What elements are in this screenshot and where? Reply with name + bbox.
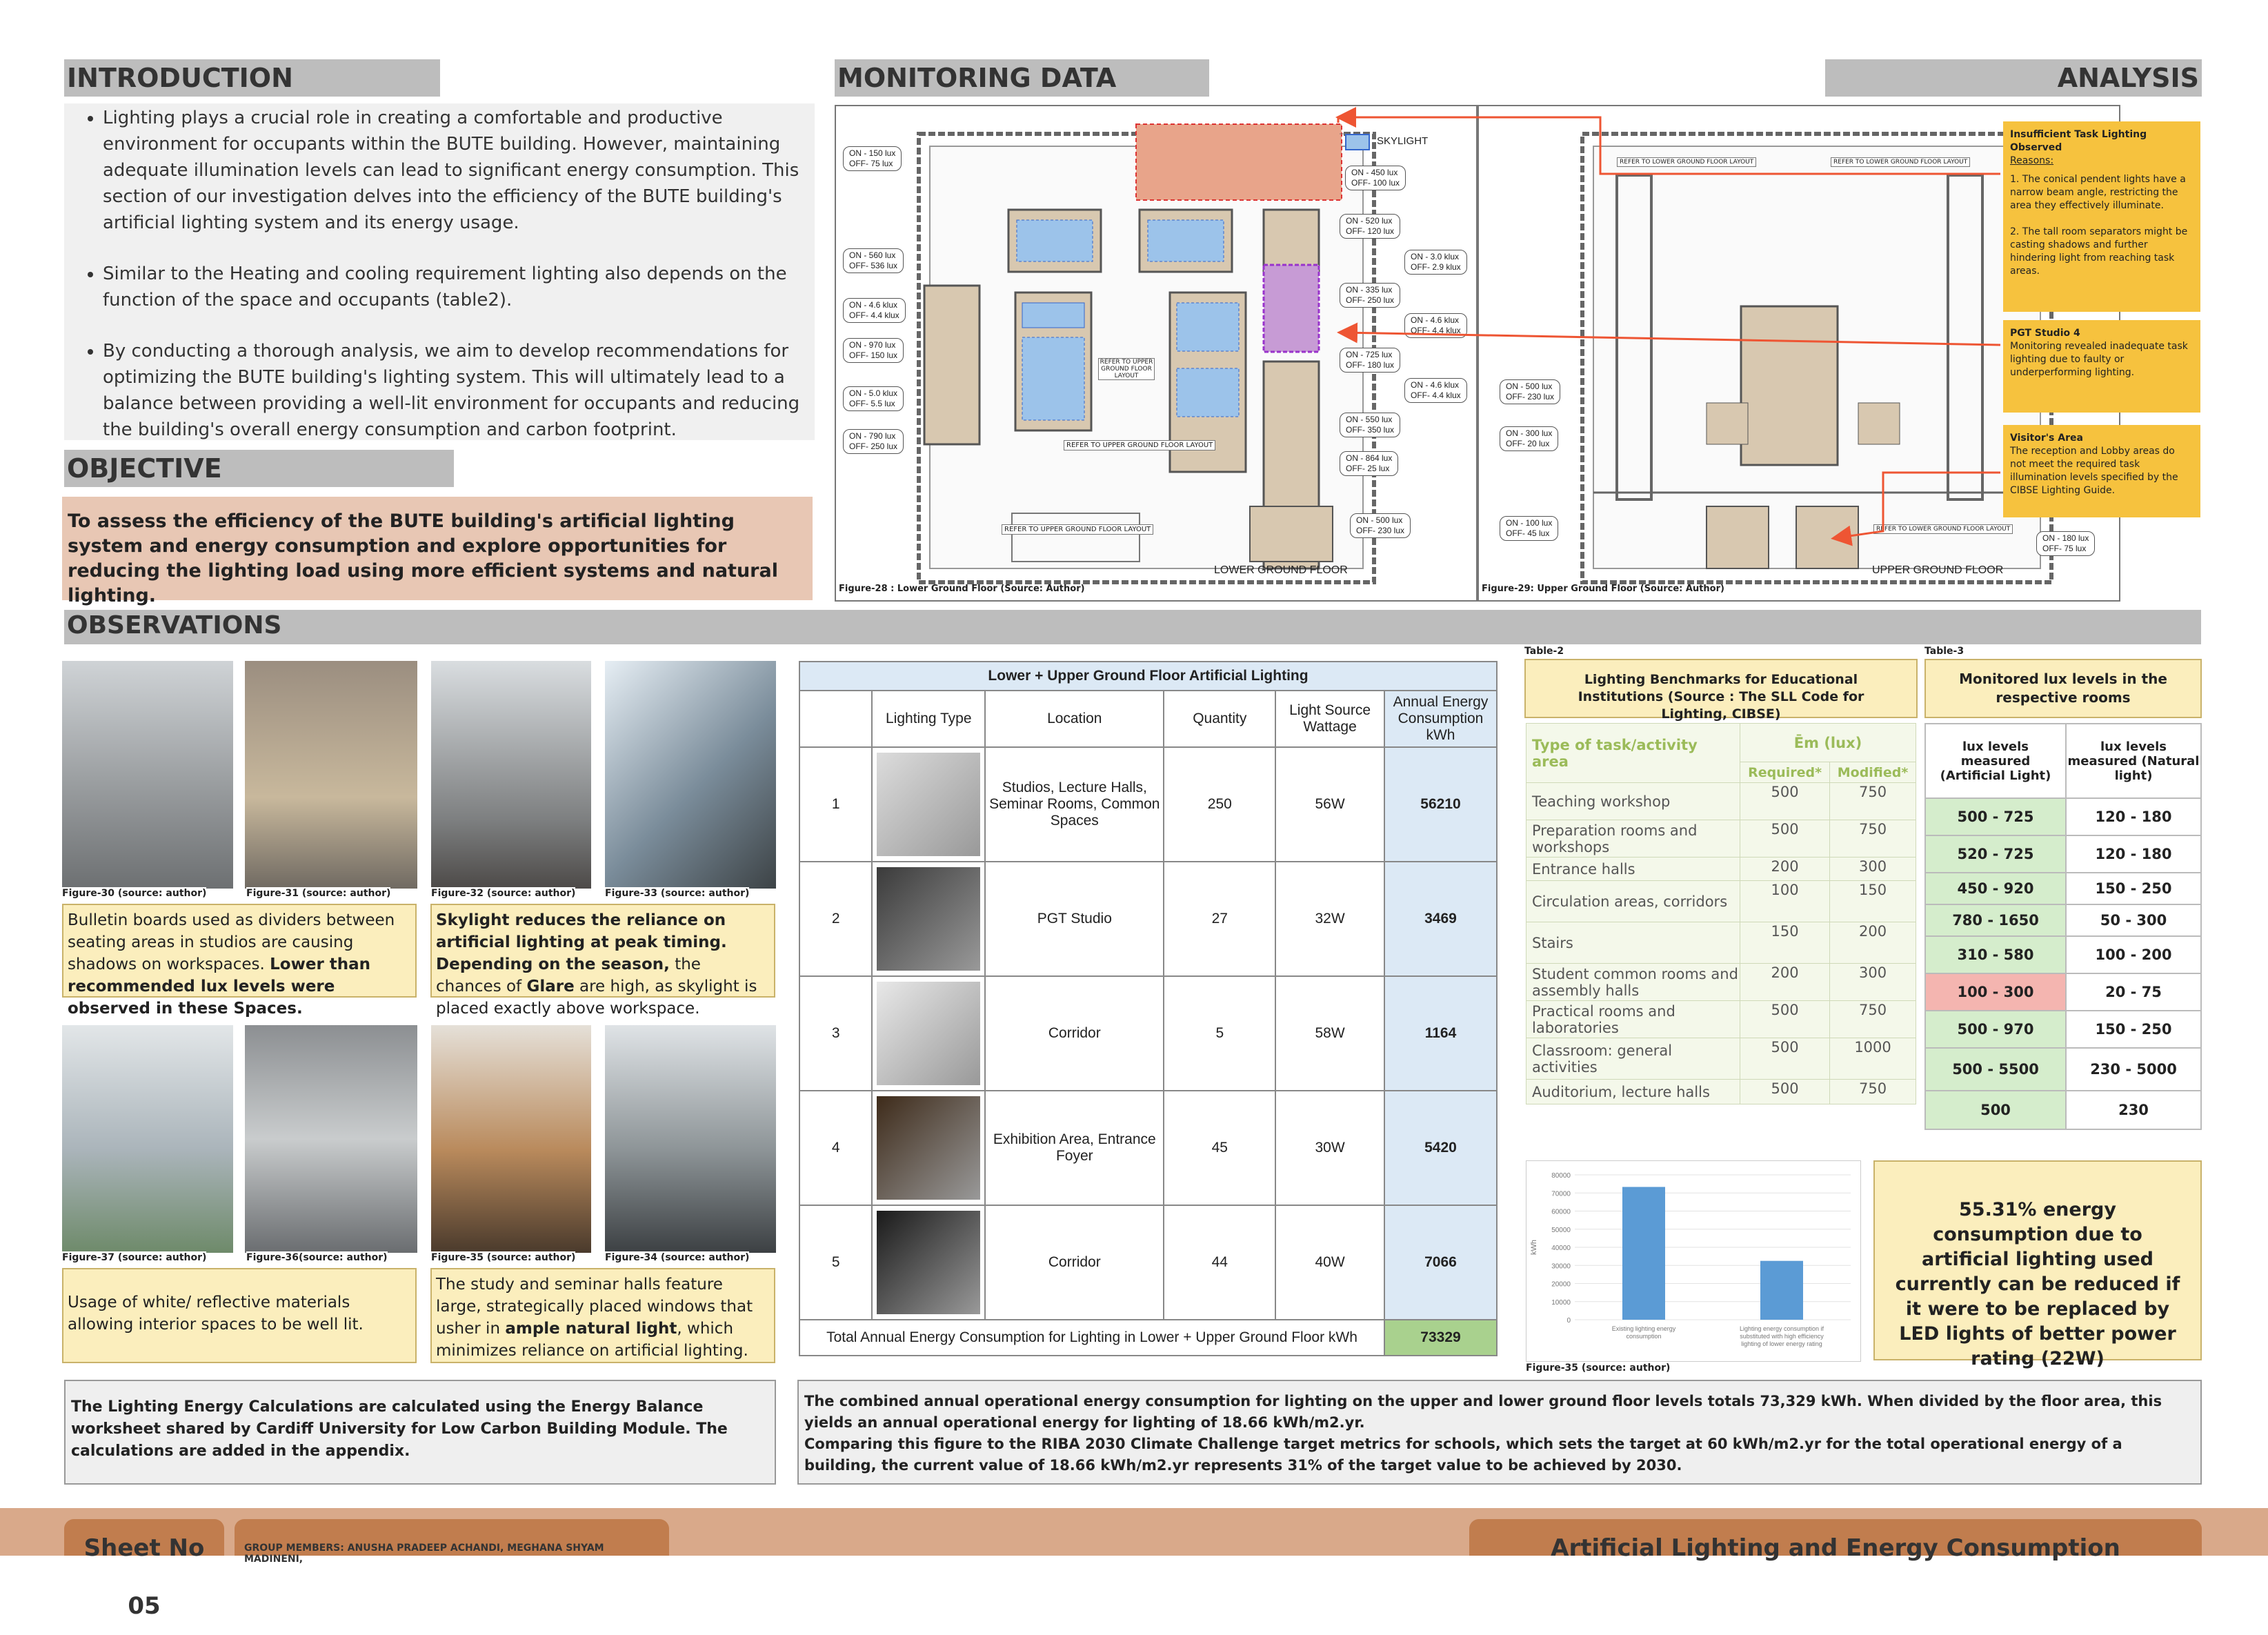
callout-arrows — [1311, 103, 2000, 552]
location-cell: Studios, Lecture Halls, Seminar Rooms, Common Spaces — [985, 747, 1164, 862]
lux-levels-table — [1924, 723, 2202, 1130]
benchmark-row — [1526, 783, 1916, 820]
lighting-table-row — [799, 862, 1497, 976]
lux-reading-label: ON - 560 lux OFF- 536 lux — [843, 248, 904, 273]
lux-row — [1925, 904, 2201, 936]
lux-row — [1925, 873, 2201, 904]
benchmark-row — [1526, 1001, 1916, 1038]
figure-32-caption: Figure-32 (source: author) — [431, 888, 576, 899]
quantity-cell: 27 — [1164, 862, 1275, 976]
sheet-title: Artificial Lighting and Energy Consumption — [1469, 1519, 2202, 1556]
lux-reading-label: ON - 5.0 klux OFF- 5.5 lux — [843, 386, 904, 411]
quantity-cell: 45 — [1164, 1091, 1275, 1205]
photo-study-hall — [605, 1025, 776, 1253]
lux-artificial: 500 - 5500 — [1925, 1048, 2066, 1091]
fixture-photo — [877, 867, 980, 971]
intro-bullet: • Similar to the Heating and cooling requirement lighting also depends on the function of the space and occupants (table2). — [103, 261, 808, 313]
wattage-cell: 40W — [1275, 1205, 1384, 1320]
quantity-cell: 5 — [1164, 976, 1275, 1091]
wattage-cell: 56W — [1275, 747, 1384, 862]
energy-cell: 1164 — [1384, 976, 1497, 1091]
lux-natural: 50 - 300 — [2066, 904, 2201, 936]
benchmark-required: 150 — [1740, 922, 1830, 964]
refer-upper-label: REFER TO UPPER GROUND FLOOR LAYOUT — [1098, 358, 1155, 380]
wattage-cell: 32W — [1275, 862, 1384, 976]
observation-note-natural-light — [430, 1268, 775, 1363]
benchmark-row — [1526, 922, 1916, 964]
photo-skylight-roof — [605, 661, 776, 889]
savings-summary: 55.31% energy consumption due to artificial lighting used currently can be reduced if it were to be replaced by LED lights of better power rating (22W) — [1873, 1160, 2202, 1360]
chart-caption: Figure-35 (source: author) — [1526, 1362, 1671, 1374]
benchmark-modified: 750 — [1830, 783, 1916, 820]
refer-upper-label: REFER TO UPPER GROUND FLOOR LAYOUT — [1002, 524, 1153, 535]
chart-bar — [1622, 1187, 1665, 1320]
lighting-total-label: Total Annual Energy Consumption for Lighting in Lower + Upper Ground Floor kWh — [799, 1320, 1384, 1356]
callout-title: Visitor's Area — [2010, 433, 2083, 444]
benchmark-required: 500 — [1740, 1038, 1830, 1080]
lighting-table-header: Light Source Wattage — [1275, 691, 1384, 747]
lux-reading-label: ON - 180 lux OFF- 75 lux — [2036, 531, 2095, 556]
lux-artificial: 500 - 725 — [1925, 798, 2066, 835]
location-cell: PGT Studio — [985, 862, 1164, 976]
refer-lower-label: REFER TO LOWER GROUND FLOOR LAYOUT — [1617, 157, 1756, 167]
lux-row — [1925, 1011, 2201, 1048]
wattage-cell: 58W — [1275, 976, 1384, 1091]
callout-body: The reception and Lobby areas do not meet the required task illumination levels specified by the CIBSE Lighting Guide. — [2010, 446, 2178, 496]
benchmark-row — [1526, 881, 1916, 922]
lux-artificial: 100 - 300 — [1925, 973, 2066, 1011]
lower-floor-label: LOWER GROUND FLOOR — [1214, 564, 1348, 576]
note-text: , which minimizes reliance on artificial lighting. — [436, 1320, 748, 1360]
benchmark-header-lux: Ēm (lux) — [1740, 724, 1916, 762]
benchmark-row — [1526, 1080, 1916, 1104]
energy-cell: 5420 — [1384, 1091, 1497, 1205]
callout-body: Monitoring revealed inadequate task lighting due to faulty or underperforming lighting. — [2010, 341, 2188, 378]
location-cell: Corridor — [985, 1205, 1164, 1320]
callout-title: PGT Studio 4 — [2010, 328, 2080, 339]
fixture-photo — [877, 982, 980, 1085]
lux-reading-label: ON - 300 lux OFF- 20 lux — [1500, 426, 1558, 451]
location-cell: Corridor — [985, 976, 1164, 1091]
group-members: GROUP MEMBERS: ANUSHA PRADEEP ACHANDI, MEGHANA SHYAM MADINENI, — [235, 1519, 669, 1556]
chart-y-tick: 40000 — [1551, 1245, 1571, 1252]
row-number: 5 — [799, 1205, 872, 1320]
benchmark-task: Auditorium, lecture halls — [1526, 1080, 1740, 1104]
figure-29-caption: Figure-29: Upper Ground Floor (Source: Author) — [1482, 584, 1724, 594]
lux-reading-label: ON - 500 lux OFF- 230 lux — [1350, 513, 1411, 538]
row-number: 4 — [799, 1091, 872, 1205]
lighting-table-header-no — [799, 691, 872, 747]
sheet-number: Sheet No 05 — [64, 1519, 224, 1556]
figure-35-photo-caption: Figure-35 (source: author) — [431, 1252, 576, 1263]
lux-reading-label: ON - 100 lux OFF- 45 lux — [1500, 516, 1558, 541]
benchmark-task: Stairs — [1526, 922, 1740, 964]
benchmark-modified: 300 — [1830, 964, 1916, 1001]
lux-reading-label: ON - 790 lux OFF- 250 lux — [843, 429, 904, 454]
lux-natural: 100 - 200 — [2066, 936, 2201, 973]
lux-artificial: 310 - 580 — [1925, 936, 2066, 973]
benchmark-header-modified: Modified* — [1830, 762, 1916, 783]
observations-heading: OBSERVATIONS — [64, 610, 2201, 644]
lux-artificial: 520 - 725 — [1925, 835, 2066, 873]
benchmark-task: Classroom: general activities — [1526, 1038, 1740, 1080]
lux-reading-label: ON - 3.0 klux OFF- 2.9 klux — [1404, 250, 1467, 275]
lux-row — [1925, 973, 2201, 1011]
lux-natural: 150 - 250 — [2066, 1011, 2201, 1048]
benchmark-required: 500 — [1740, 783, 1830, 820]
photo-skylight-studio — [431, 661, 591, 889]
lux-header-artificial: lux levels measured (Artificial Light) — [1925, 724, 2066, 798]
lux-reading-label: ON - 335 lux OFF- 250 lux — [1340, 283, 1400, 308]
lux-natural: 120 - 180 — [2066, 798, 2201, 835]
chart-bar — [1760, 1261, 1803, 1320]
quantity-cell: 250 — [1164, 747, 1275, 862]
monitoring-heading: MONITORING DATA — [835, 59, 1209, 97]
lighting-table-row — [799, 1205, 1497, 1320]
upper-floor-label: UPPER GROUND FLOOR — [1872, 564, 2004, 576]
refer-lower-label: REFER TO LOWER GROUND FLOOR LAYOUT — [1831, 157, 1970, 167]
intro-bullet: • Lighting plays a crucial role in creating a comfortable and productive environment for occupants within the BUTE building. However, maintaining adequate illumination levels can lead to significant energy consumption. This section of our investigation delves into the efficiency of the BUTE building's artificial lighting system and its energy usage. — [103, 105, 808, 236]
calculation-note: The Lighting Energy Calculations are calculated using the Energy Balance worksheet shared by Cardiff University for Low Carbon Building Module. The calculations are added in the appendix. — [64, 1380, 776, 1485]
energy-cell: 3469 — [1384, 862, 1497, 976]
lux-row — [1925, 936, 2201, 973]
fixture-photo — [877, 1096, 980, 1200]
lux-header-natural: lux levels measured (Natural light) — [2066, 724, 2201, 798]
benchmark-modified: 300 — [1830, 858, 1916, 881]
table-2-label: Table-2 — [1524, 646, 1564, 657]
benchmark-row — [1526, 820, 1916, 858]
lux-reading-label: ON - 4.6 klux OFF- 4.4 klux — [1404, 313, 1467, 338]
lux-reading-label: ON - 4.6 klux OFF- 4.4 klux — [1404, 378, 1467, 403]
lux-natural: 120 - 180 — [2066, 835, 2201, 873]
lux-natural: 150 - 250 — [2066, 873, 2201, 904]
chart-y-tick: 0 — [1566, 1317, 1571, 1325]
lighting-table-row — [799, 747, 1497, 862]
introduction-heading: INTRODUCTION — [64, 59, 440, 97]
benchmark-required: 500 — [1740, 820, 1830, 858]
benchmark-header-required: Required* — [1740, 762, 1830, 783]
benchmark-table — [1526, 723, 1916, 1104]
table-3-label: Table-3 — [1924, 646, 1964, 657]
lux-artificial: 500 — [1925, 1091, 2066, 1129]
photo-seminar-hall — [431, 1025, 591, 1253]
lux-reading-label: ON - 864 lux OFF- 25 lux — [1340, 451, 1398, 476]
benchmark-row — [1526, 858, 1916, 881]
benchmark-task: Student common rooms and assembly halls — [1526, 964, 1740, 1001]
lux-natural: 20 - 75 — [2066, 973, 2201, 1011]
benchmark-row — [1526, 1038, 1916, 1080]
callout-body: 1. The conical pendent lights have a narrow beam angle, restricting the area they effectively illuminate. 2. The tall room separators might be casting shadows and further hindering light from reaching task areas. — [2010, 174, 2188, 277]
lux-reading-label: ON - 4.6 klux OFF- 4.4 klux — [843, 298, 906, 323]
benchmark-required: 500 — [1740, 1080, 1830, 1104]
table-3-title: Monitored lux levels in the respective rooms — [1924, 659, 2202, 718]
benchmark-header-task: Type of task/activity area — [1526, 724, 1740, 783]
figure-33-caption: Figure-33 (source: author) — [605, 888, 750, 899]
objective-heading: OBJECTIVE — [64, 450, 454, 487]
fixture-photo — [877, 1211, 980, 1314]
observation-note-skylight — [430, 904, 775, 1018]
wattage-cell: 30W — [1275, 1091, 1384, 1205]
lux-row — [1925, 1048, 2201, 1091]
photo-white-interior — [62, 1025, 233, 1253]
callout-subtitle: Reasons: — [2010, 155, 2054, 166]
lux-reading-label: ON - 725 lux OFF- 180 lux — [1340, 348, 1400, 373]
chart-y-tick: 80000 — [1551, 1172, 1571, 1180]
benchmark-task: Circulation areas, corridors — [1526, 881, 1740, 922]
callout-pgt-studio — [2003, 320, 2200, 413]
benchmark-required: 200 — [1740, 964, 1830, 1001]
energy-cell: 56210 — [1384, 747, 1497, 862]
chart-y-tick: 30000 — [1551, 1262, 1571, 1271]
lighting-total-value: 73329 — [1384, 1320, 1497, 1356]
photo-bulletin-boards — [245, 661, 417, 889]
benchmark-modified: 750 — [1830, 820, 1916, 858]
callout-visitors-area — [2003, 425, 2200, 517]
chart-y-tick: 70000 — [1551, 1190, 1571, 1198]
benchmark-task: Entrance halls — [1526, 858, 1740, 881]
refer-lower-label: REFER TO LOWER GROUND FLOOR LAYOUT — [1873, 524, 2013, 534]
lux-row — [1925, 798, 2201, 835]
lux-artificial: 780 - 1650 — [1925, 904, 2066, 936]
note-emphasis: ample natural light — [505, 1320, 677, 1338]
quantity-cell: 44 — [1164, 1205, 1275, 1320]
note-text: are high, as skylight is placed exactly above workspace. — [436, 978, 757, 1018]
figure-28-caption: Figure-28 : Lower Ground Floor (Source: Author) — [839, 584, 1085, 594]
lux-row — [1925, 1091, 2201, 1129]
energy-chart — [1526, 1160, 1861, 1362]
benchmark-task: Preparation rooms and workshops — [1526, 820, 1740, 858]
figure-37-caption: Figure-37 (source: author) — [62, 1252, 207, 1263]
lux-reading-label: ON - 970 lux OFF- 150 lux — [843, 338, 904, 363]
note-emphasis: Glare — [526, 978, 575, 995]
lux-reading-label: ON - 520 lux OFF- 120 lux — [1340, 214, 1400, 239]
photo-studio-dividers — [62, 661, 233, 889]
benchmark-modified: 150 — [1830, 881, 1916, 922]
benchmark-modified: 750 — [1830, 1080, 1916, 1104]
lighting-table-header: Annual Energy Consumption kWh — [1384, 691, 1497, 747]
chart-y-label: kWh — [1530, 1240, 1538, 1255]
note-emphasis: Lower than recommended lux levels were observed in these Spaces. — [68, 955, 371, 1018]
lux-row — [1925, 835, 2201, 873]
lighting-table-row — [799, 1091, 1497, 1205]
figure-30-caption: Figure-30 (source: author) — [62, 888, 207, 899]
photo-pendant-lights — [245, 1025, 417, 1253]
benchmark-modified: 1000 — [1830, 1038, 1916, 1080]
chart-y-tick: 10000 — [1551, 1298, 1571, 1307]
benchmark-task: Practical rooms and laboratories — [1526, 1001, 1740, 1038]
benchmark-required: 100 — [1740, 881, 1830, 922]
chart-y-tick: 60000 — [1551, 1208, 1571, 1216]
lighting-table-row — [799, 976, 1497, 1091]
fixture-photo-cell — [872, 862, 985, 976]
fixture-photo-cell — [872, 1205, 985, 1320]
benchmark-required: 500 — [1740, 1001, 1830, 1038]
note-text: The study and seminar halls feature large, strategically placed windows that usher in — [436, 1276, 753, 1338]
figure-34-caption: Figure-34 (source: author) — [605, 1252, 750, 1263]
note-text: Bulletin boards used as dividers between seating areas in studios are causing shadows on workspaces. — [68, 911, 395, 973]
benchmark-required: 200 — [1740, 858, 1830, 881]
lux-reading-label: ON - 550 lux OFF- 350 lux — [1340, 413, 1400, 437]
objective-text: To assess the efficiency of the BUTE building's artificial lighting system and energy consumption and explore opportunities for reducing the lighting load using more efficient systems and natural lighting. — [62, 497, 813, 600]
conclusion-paragraph: Comparing this figure to the RIBA 2030 Climate Challenge target metrics for schools, which sets the target at 60 kWh/m2.yr for the total operational energy of a building, the current value of 18.66 kWh/m2.yr represents 31% of the target value to be achieved by 2030. — [804, 1436, 2122, 1474]
conclusion-box — [797, 1380, 2202, 1485]
benchmark-modified: 750 — [1830, 1001, 1916, 1038]
benchmark-modified: 200 — [1830, 922, 1916, 964]
fixture-photo-cell — [872, 976, 985, 1091]
lux-artificial: 500 - 970 — [1925, 1011, 2066, 1048]
table-2-title: Lighting Benchmarks for Educational Institutions (Source : The SLL Code for Lighting, CIBSE) — [1524, 659, 1918, 718]
fixture-photo-cell — [872, 1091, 985, 1205]
lux-reading-label: ON - 150 lux OFF- 75 lux — [843, 146, 902, 171]
row-number: 2 — [799, 862, 872, 976]
note-emphasis: Skylight reduces the reliance on artificial lighting at peak timing. Depending on the season, — [436, 911, 727, 973]
row-number: 1 — [799, 747, 872, 862]
lux-artificial: 450 - 920 — [1925, 873, 2066, 904]
benchmark-task: Teaching workshop — [1526, 783, 1740, 820]
location-cell: Exhibition Area, Entrance Foyer — [985, 1091, 1164, 1205]
analysis-heading: ANALYSIS — [1825, 59, 2202, 97]
lux-reading-label: ON - 500 lux OFF- 230 lux — [1500, 379, 1560, 404]
observation-note-bulletin — [62, 904, 417, 1018]
benchmark-row — [1526, 964, 1916, 1001]
row-number: 3 — [799, 976, 872, 1091]
callout-insufficient-lighting — [2003, 121, 2200, 312]
figure-31-caption: Figure-31 (source: author) — [246, 888, 391, 899]
lux-natural: 230 — [2066, 1091, 2201, 1129]
note-text: the chances of — [436, 955, 701, 995]
fixture-photo — [877, 753, 980, 856]
lighting-table — [799, 661, 1498, 1356]
observation-note-materials: Usage of white/ reflective materials allowing interior spaces to be well lit. — [62, 1268, 417, 1363]
chart-x-tick: Lighting energy consumption if substituted with high efficiency lighting of lower energy rating — [1739, 1325, 1824, 1347]
lighting-table-header: Lighting Type — [872, 691, 985, 747]
chart-y-tick: 20000 — [1551, 1280, 1571, 1289]
lighting-table-header: Location — [985, 691, 1164, 747]
fixture-photo-cell — [872, 747, 985, 862]
chart-y-tick: 50000 — [1551, 1226, 1571, 1234]
lighting-table-title: Lower + Upper Ground Floor Artificial Lighting — [799, 662, 1497, 691]
intro-bullet: • By conducting a thorough analysis, we aim to develop recommendations for optimizing the BUTE building's lighting system. This will ultimately lead to a balance between providing a well-lit environment for occupants and reducing the building's overall energy consumption and carbon footprint. — [103, 338, 808, 443]
energy-cell: 7066 — [1384, 1205, 1497, 1320]
callout-title: Insufficient Task Lighting Observed — [2010, 129, 2147, 153]
figure-36-caption: Figure-36(source: author) — [246, 1252, 388, 1263]
chart-x-tick: Existing lighting energy consumption — [1611, 1325, 1676, 1340]
refer-upper-label: REFER TO UPPER GROUND FLOOR LAYOUT — [1064, 440, 1215, 450]
lighting-table-header: Quantity — [1164, 691, 1275, 747]
lux-reading-label: ON - 450 lux OFF- 100 lux — [1345, 166, 1406, 190]
skylight-legend-label: SKYLIGHT — [1377, 135, 1429, 147]
lux-natural: 230 - 5000 — [2066, 1048, 2201, 1091]
conclusion-paragraph: The combined annual operational energy consumption for lighting on the upper and lower ground floor levels totals 73,329 kWh. When divided by the floor area, this yields an annual operational energy for lighting of 18.66 kWh/m2.yr. — [804, 1393, 2162, 1431]
energy-bar-chart — [1526, 1161, 1860, 1361]
introduction-text — [64, 103, 815, 440]
